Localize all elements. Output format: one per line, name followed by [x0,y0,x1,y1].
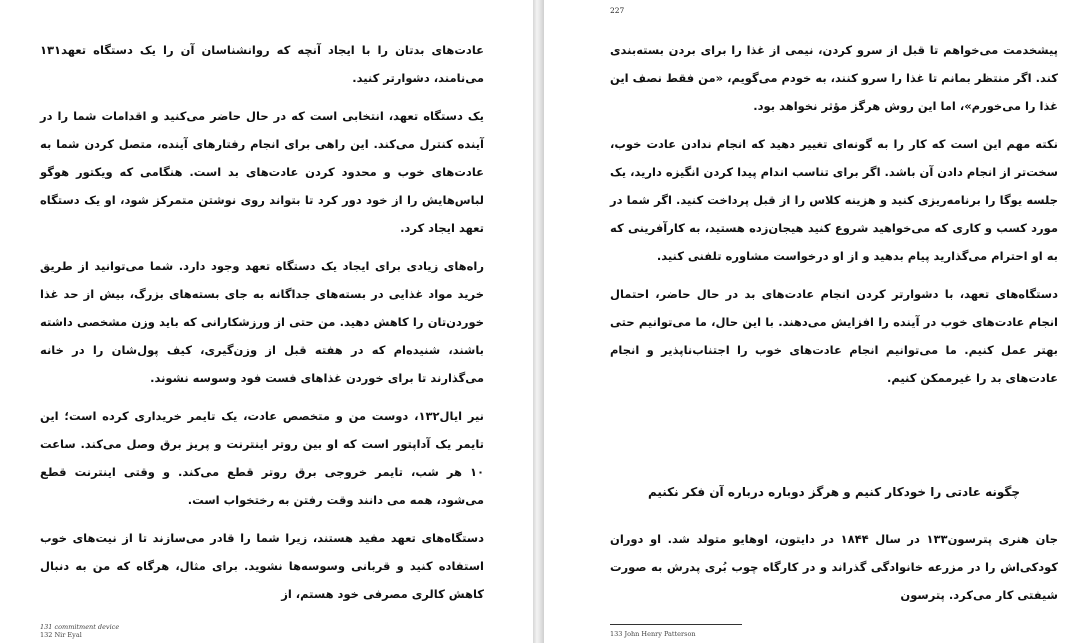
paragraph: دستگاه‌های تعهد مفید هستند، زیرا شما را قادر می‌سازند تا از نیت‌های خوب استفاده کنید و قربانی وسوسه‌ها نشوید. برای مثال، هرگاه که من به دنبال کاهش کالری مصرفی خود هستم، از [40,531,484,601]
paragraph: نکته مهم این است که کار را به گونه‌ای تغییر دهید که انجام ندادن عادت خوب، سخت‌تر از انجام دادن آن باشد. اگر برای تناسب اندام پیدا کردن انگیزه دارید، یک جلسه یوگا را برنامه‌ریزی کنید و هزینه کلاس را از قبل پرداخت کنید. اگر شما در مورد کسب و کاری که می‌خواهید شروع کنید هیجان‌زده هستید، به کارآفرینی که به او احترام می‌گذارید پیام بدهید و از او درخواست مشاوره تلفنی کنید. [610,137,1058,263]
right-footnotes [610,630,696,638]
paragraph: دستگاه‌های تعهد، با دشوارتر کردن انجام عادت‌های بد در حال حاضر، احتمال انجام عادت‌های خوب در آینده را افزایش می‌دهند. با این حال، ما می‌توانیم حتی بهتر عمل کنیم. ما می‌توانیم انجام عادت‌های خوب را اجتناب‌ناپذیر و انجام عادت‌های بد را غیرممکن کنیم. [610,287,1058,385]
footnote: 132 Nir Eyal [40,631,82,639]
paragraph: پیشخدمت می‌خواهم تا قبل از سرو کردن، نیمی از غذا را برای بردن بسته‌بندی کند. اگر منتظر بمانم تا غذا را سرو کنند، به خودم می‌گویم، «من فقط نصف این غذا را می‌خورم»، اما این روش هرگز مؤثر نخواهد بود. [610,43,1058,113]
book-gutter [533,0,544,643]
left-page-body [40,36,484,618]
paragraph: عادت‌های بدتان را با ایجاد آنچه که روانشناسان آن را یک دستگاه تعهد۱۳۱ می‌نامند، دشوارتر کنید. [40,43,484,85]
right-page [544,0,1067,643]
left-footnotes [40,623,119,639]
paragraph: راه‌های زیادی برای ایجاد یک دستگاه تعهد وجود دارد. شما می‌توانید از طریق خرید مواد غذایی در بسته‌های جداگانه به جای بسته‌های بزرگ، بیش از حد غذا خوردن‌تان را کاهش دهید. من حتی از ورزشکارانی که باید وزن مشخصی داشته باشند، شنیده‌ام که در هفته قبل از وزن‌گیری، کیف پول‌شان را در خانه می‌گذارند تا برای خوردن غذاهای فست فود وسوسه نشوند. [40,259,484,385]
paragraph: جان هنری پترسون۱۳۳ در سال ۱۸۴۴ در دایتون، اوهایو متولد شد. او دوران کودکی‌اش را در مزرعه خانوادگی گذراند و در کارگاه چوب بُری پدرش به صورت شیفتی کار می‌کرد. پترسون [610,532,1059,602]
page-number: 227 [610,6,625,15]
section-heading: چگونه عادتی را خودکار کنیم و هرگز دوباره درباره آن فکر نکنیم [647,485,1021,499]
right-page-body [610,36,1058,402]
paragraph: یک دستگاه تعهد، انتخابی است که در حال حاضر می‌کنید و اقدامات شما را در آینده کنترل می‌کند. این راهی برای انجام رفتارهای آینده، متصل کردن شما به عادت‌های خوب و محدود کردن عادت‌های بد است. هنگامی که ویکتور هوگو لباس‌هایش را از خود دور کرد تا بتواند روی نوشتن متمرکز شود، او یک دستگاه تعهد ایجاد کرد. [40,109,484,235]
left-page [0,0,533,643]
footnote: 131 commitment device [40,623,120,631]
right-page-lower-body [610,525,1058,619]
footnote-divider [610,624,742,625]
paragraph: نیر ایال۱۳۲، دوست من و متخصص عادت، یک تایمر خریداری کرده است؛ این تایمر یک آداپتور است که او بین روتر اینترنت و پریز برق وصل می‌کند. ساعت ۱۰ هر شب، تایمر خروجی برق روتر قطع می‌کند. و وقتی اینترنت قطع می‌شود، همه می دانند وقت رفتن به رختخواب است. [40,409,485,507]
footnote: 133 John Henry Patterson [610,630,696,638]
